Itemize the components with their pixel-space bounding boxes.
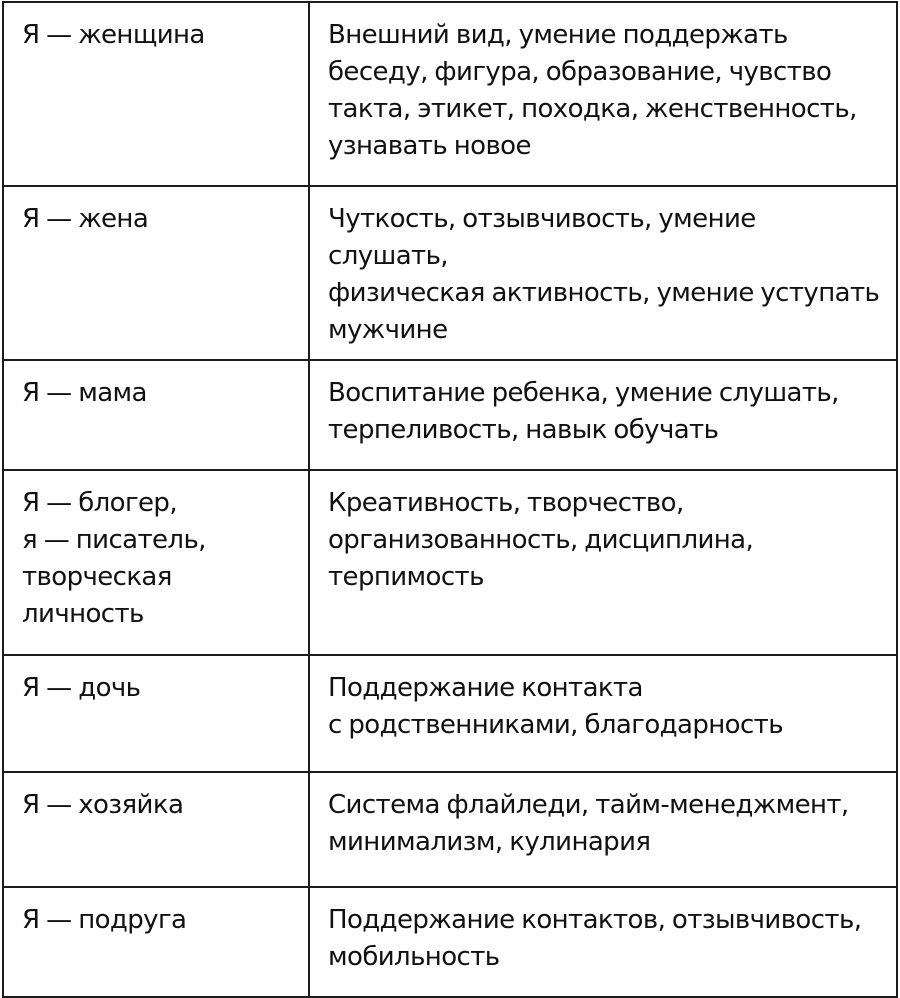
skills-cell: Поддержание контактов, отзывчивость, мобильность — [309, 887, 897, 997]
role-cell: Я — дочь — [3, 655, 309, 772]
table-row — [3, 470, 897, 655]
skills-cell: Поддержание контакта с родственниками, благодарность — [309, 655, 897, 772]
roles-skills-table — [2, 1, 898, 998]
skills-cell: Внешний вид, умение поддержать беседу, фигура, образование, чувство такта, этикет, походка, женственность, узнавать новое — [309, 2, 897, 186]
table-row — [3, 655, 897, 772]
table-row — [3, 186, 897, 360]
role-cell: Я — женщина — [3, 2, 309, 186]
table-body — [3, 2, 897, 997]
skills-cell: Система флайледи, тайм-менеджмент, минимализм, кулинария — [309, 772, 897, 887]
table-row — [3, 360, 897, 470]
role-cell: Я — жена — [3, 186, 309, 360]
table-row — [3, 2, 897, 186]
role-cell: Я — хозяйка — [3, 772, 309, 887]
role-cell: Я — подруга — [3, 887, 309, 997]
skills-cell: Воспитание ребенка, умение слушать, терпеливость, навык обучать — [309, 360, 897, 470]
table-row — [3, 887, 897, 997]
skills-cell: Чуткость, отзывчивость, умение слушать, физическая активность, умение уступать мужчине — [309, 186, 897, 360]
skills-cell: Креативность, творчество, организованность, дисциплина, терпимость — [309, 470, 897, 655]
role-cell: Я — блогер, я — писатель, творческая личность — [3, 470, 309, 655]
table-row — [3, 772, 897, 887]
role-cell: Я — мама — [3, 360, 309, 470]
